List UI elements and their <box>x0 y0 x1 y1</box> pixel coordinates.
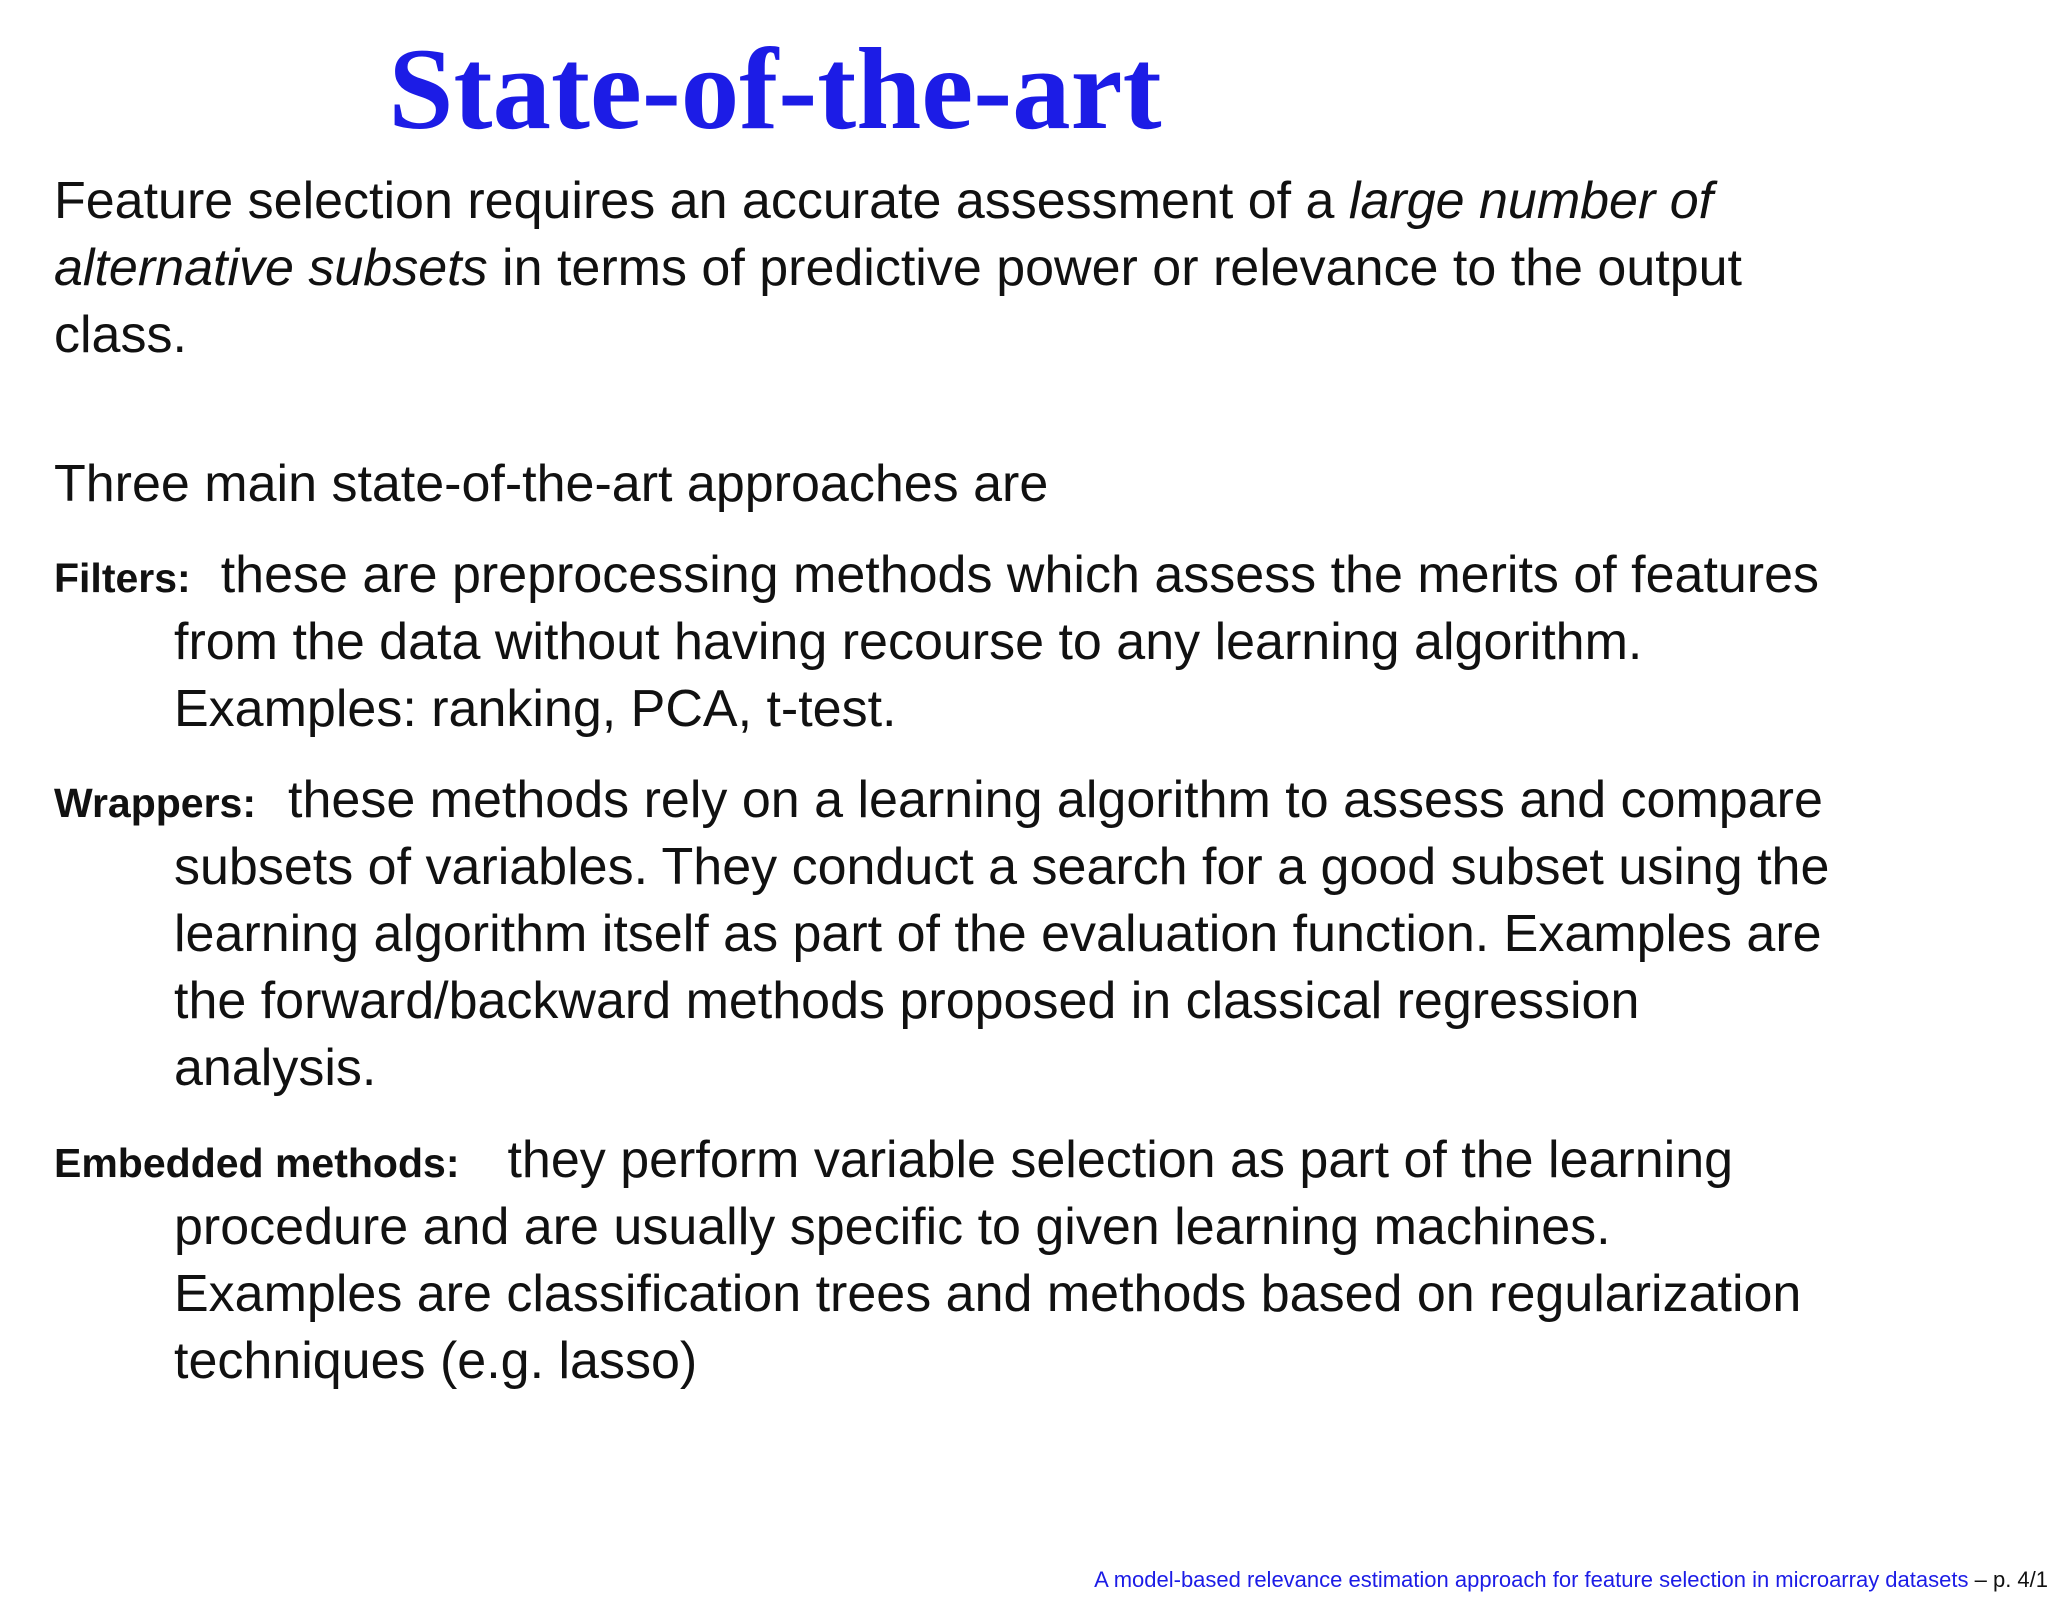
filters-text-1: these are preprocessing methods which assess the merits of features <box>220 546 1820 604</box>
slide-title: State-of-the-art <box>388 25 1162 154</box>
wrappers-term: Wrappers: <box>54 780 257 826</box>
intro-text-2: in terms of predictive power or relevance to the output <box>487 239 1743 297</box>
filters-line-2: from the data without having recourse to any learning algorithm. <box>174 613 1643 671</box>
embedded-term: Embedded methods: <box>54 1140 460 1186</box>
intro-emphasis-2: alternative subsets <box>54 239 488 297</box>
footer-page-number: p. 4/1 <box>1992 1567 2048 1592</box>
wrappers-item <box>54 767 1829 1102</box>
embedded-line-3: Examples are classification trees and methods based on regularization <box>174 1265 1802 1323</box>
embedded-line-4: techniques (e.g. lasso) <box>174 1332 698 1390</box>
intro-line-2 <box>54 235 1742 302</box>
embedded-text-1: they perform variable selection as part of the learning <box>507 1131 1734 1189</box>
footer-separator: – <box>1968 1567 1993 1592</box>
intro-paragraph <box>54 168 1742 369</box>
approaches-heading: Three main state-of-the-art approaches are <box>54 455 1049 513</box>
filters-line-1 <box>54 542 1819 609</box>
wrappers-line-5: analysis. <box>174 1039 377 1097</box>
filters-item <box>54 542 1819 743</box>
embedded-line-1 <box>54 1127 1801 1194</box>
embedded-item <box>54 1127 1801 1395</box>
slide-footer <box>1094 1565 2048 1595</box>
embedded-line-2: procedure and are usually specific to given learning machines. <box>174 1198 1611 1256</box>
wrappers-text-1: these methods rely on a learning algorithm to assess and compare <box>288 771 1823 829</box>
intro-line-3: class. <box>54 306 187 364</box>
wrappers-line-1 <box>54 767 1829 834</box>
wrappers-line-2: subsets of variables. They conduct a search for a good subset using the <box>174 838 1830 896</box>
intro-text-1: Feature selection requires an accurate assessment of a <box>54 172 1349 230</box>
intro-emphasis-1: large number of <box>1348 172 1714 230</box>
filters-line-3: Examples: ranking, PCA, t-test. <box>174 680 897 738</box>
filters-term: Filters: <box>54 555 191 601</box>
wrappers-line-4: the forward/backward methods proposed in classical regression <box>174 972 1640 1030</box>
footer-presentation-title[interactable]: A model-based relevance estimation approach for feature selection in microarray datasets <box>1094 1567 1969 1592</box>
intro-line-1 <box>54 168 1742 235</box>
wrappers-line-3: learning algorithm itself as part of the evaluation function. Examples are <box>174 905 1822 963</box>
